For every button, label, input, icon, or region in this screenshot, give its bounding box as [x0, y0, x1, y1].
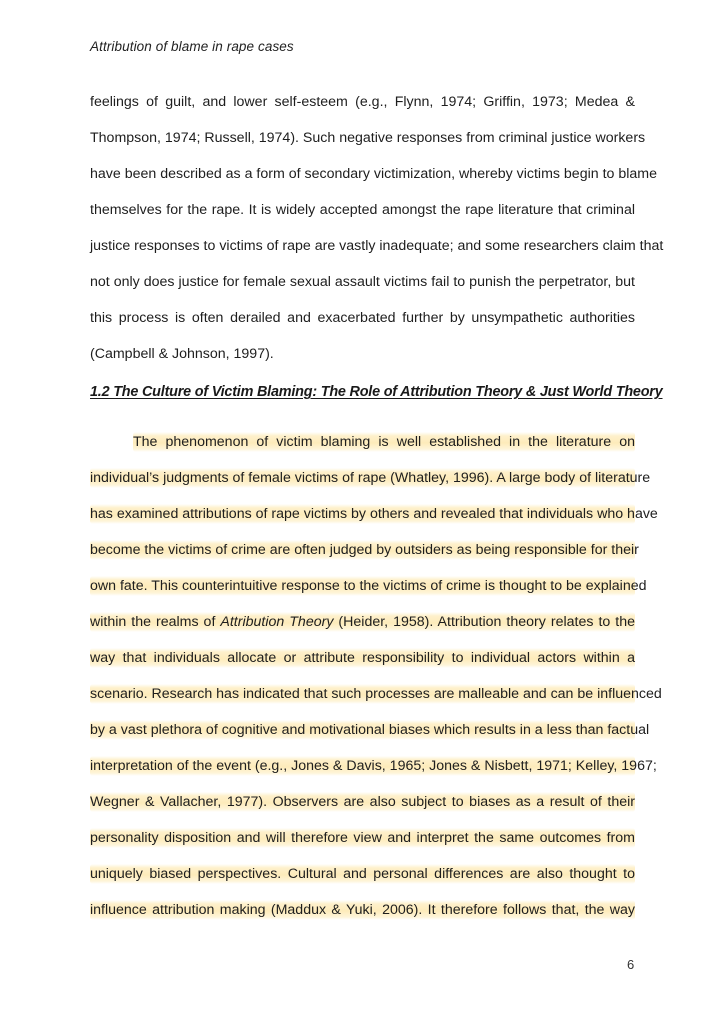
- highlighted-text-line: influence attribution making (Maddux & Yuki, 2006). It therefore follows that, the way: [90, 902, 635, 918]
- highlighted-text-line: Wegner & Vallacher, 1977). Observers are also subject to biases as a result of their: [90, 794, 635, 810]
- page-number: 6: [627, 957, 635, 972]
- text-line: themselves for the rape. It is widely accepted amongst the rape literature that criminal: [90, 202, 635, 218]
- text-line: (Campbell & Johnson, 1997).: [90, 346, 274, 362]
- highlighted-text-line: uniquely biased perspectives. Cultural and personal differences are also thought to: [90, 866, 635, 882]
- highlighted-text-line: [90, 612, 635, 632]
- text-line: justice responses to victims of rape are vastly inadequate; and some researchers claim that: [90, 238, 664, 254]
- highlighted-text-line: personality disposition and will therefore view and interpret the same outcomes from: [90, 830, 635, 846]
- highlighted-text-line: individual’s judgments of female victims of rape (Whatley, 1996). A large body of literature: [90, 470, 651, 486]
- highlighted-text-line: has examined attributions of rape victims by others and revealed that individuals who have: [90, 506, 658, 522]
- text-run: within the realms of: [90, 614, 221, 630]
- text-line: feelings of guilt, and lower self-esteem (e.g., Flynn, 1974; Griffin, 1973; Medea &: [90, 94, 635, 110]
- highlighted-text-line: interpretation of the event (e.g., Jones & Davis, 1965; Jones & Nisbett, 1971; Kelley, 1967;: [90, 758, 657, 774]
- highlighted-text-line: way that individuals allocate or attribute responsibility to individual actors within a: [90, 650, 635, 666]
- highlighted-text-line: become the victims of crime are often judged by outsiders as being responsible for their: [90, 542, 639, 558]
- text-line: this process is often derailed and exacerbated further by unsympathetic authorities: [90, 310, 635, 326]
- text-line: not only does justice for female sexual assault victims fail to punish the perpetrator, but: [90, 274, 635, 290]
- highlighted-text-line: by a vast plethora of cognitive and motivational biases which results in a less than factual: [90, 722, 650, 738]
- highlighted-text-line: scenario. Research has indicated that such processes are malleable and can be influenced: [90, 686, 662, 702]
- highlighted-text-line: own fate. This counterintuitive response to the victims of crime is thought to be explained: [90, 578, 647, 594]
- running-header: Attribution of blame in rape cases: [90, 39, 294, 54]
- text-line: Thompson, 1974; Russell, 1974). Such negative responses from criminal justice workers: [90, 130, 646, 146]
- italic-term: Attribution Theory: [220, 614, 334, 630]
- highlighted-text-line: The phenomenon of victim blaming is well established in the literature on: [133, 434, 635, 450]
- text-line: have been described as a form of secondary victimization, whereby victims begin to blame: [90, 166, 657, 182]
- section-heading: 1.2 The Culture of Victim Blaming: The Role of Attribution Theory & Just World Theory: [90, 384, 663, 400]
- text-run: (Heider, 1958). Attribution theory relates to the: [333, 614, 635, 630]
